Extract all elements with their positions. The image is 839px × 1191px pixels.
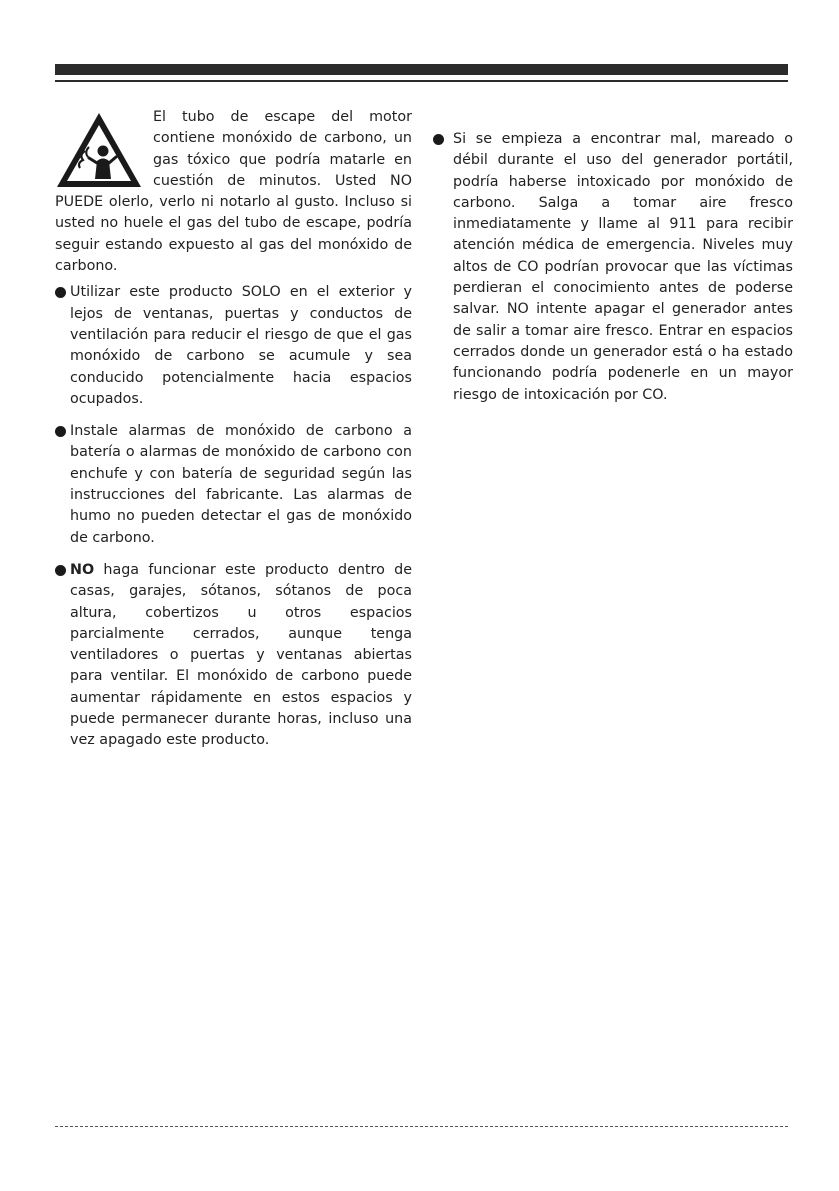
footer-dashed-rule	[55, 1126, 788, 1127]
bullet-text: Si se empieza a encontrar mal, mareado o débil durante el uso del generador portátil, podría haberse intoxicado por monóxido de carbono. Salga a tomar aire fresco inmediatamente y llame al 911 para recibir atención médica de emergencia. Niveles muy altos de CO podrían provocar que las víctimas perdieran el conocimiento antes de poderse salvar. NO intente apagar el generador antes de salir a tomar aire fresco. Entrar en espacios cerrados donde un generador está o ha estado funcionando podría podenerle en un mayor riesgo de intoxicación por CO.	[453, 131, 793, 403]
bullet-dot	[55, 426, 66, 437]
bullet-symptoms	[433, 129, 793, 406]
right-column	[433, 129, 793, 417]
bullet-outdoor-use	[55, 282, 412, 410]
left-column	[55, 107, 412, 763]
bullet-text: Utilizar este producto SOLO en el exterior y lejos de ventanas, puertas y conductos de ventilación para reducir el riesgo de que el gas monóxido de carbono se acumule y sea conducido potencialmente hacia espacios ocupados.	[70, 284, 412, 407]
header-bar	[55, 64, 788, 75]
bullet-lead: NO	[70, 561, 95, 578]
bullet-dot	[55, 287, 66, 298]
toxic-fumes-warning-icon	[55, 111, 143, 189]
bullet-text: Instale alarmas de monóxido de carbono a batería o alarmas de monóxido de carbono con enchufe y con batería de seguridad según las instrucciones del fabricante. Las alarmas de humo no pueden detectar el gas de monóxido de carbono.	[70, 423, 412, 546]
bullet-dot	[55, 565, 66, 576]
header-rule	[55, 80, 788, 82]
bullet-no-indoor-use	[55, 560, 412, 752]
intro-paragraph: El tubo de escape del motor contiene monóxido de carbono, un gas tóxico que podría matarle en cuestión de minutos. Usted NO PUEDE olerlo, verlo ni notarlo al gusto. Incluso si usted no huele el gas del tubo de escape, podría seguir estando expuesto al gas del monóxido de carbono.	[55, 109, 412, 275]
bullet-text: haga funcionar este producto dentro de casas, garajes, sótanos, sótanos de poca altura, cobertizos u otros espacios parcialmente cerrados, aunque tenga ventiladores o puertas y ventanas abiertas para ventilar. El monóxido de carbono puede aumentar rápidamente en estos espacios y puede permanecer durante horas, incluso una vez apagado este producto.	[70, 561, 412, 749]
bullet-co-alarms	[55, 421, 412, 549]
bullet-dot	[433, 134, 444, 145]
